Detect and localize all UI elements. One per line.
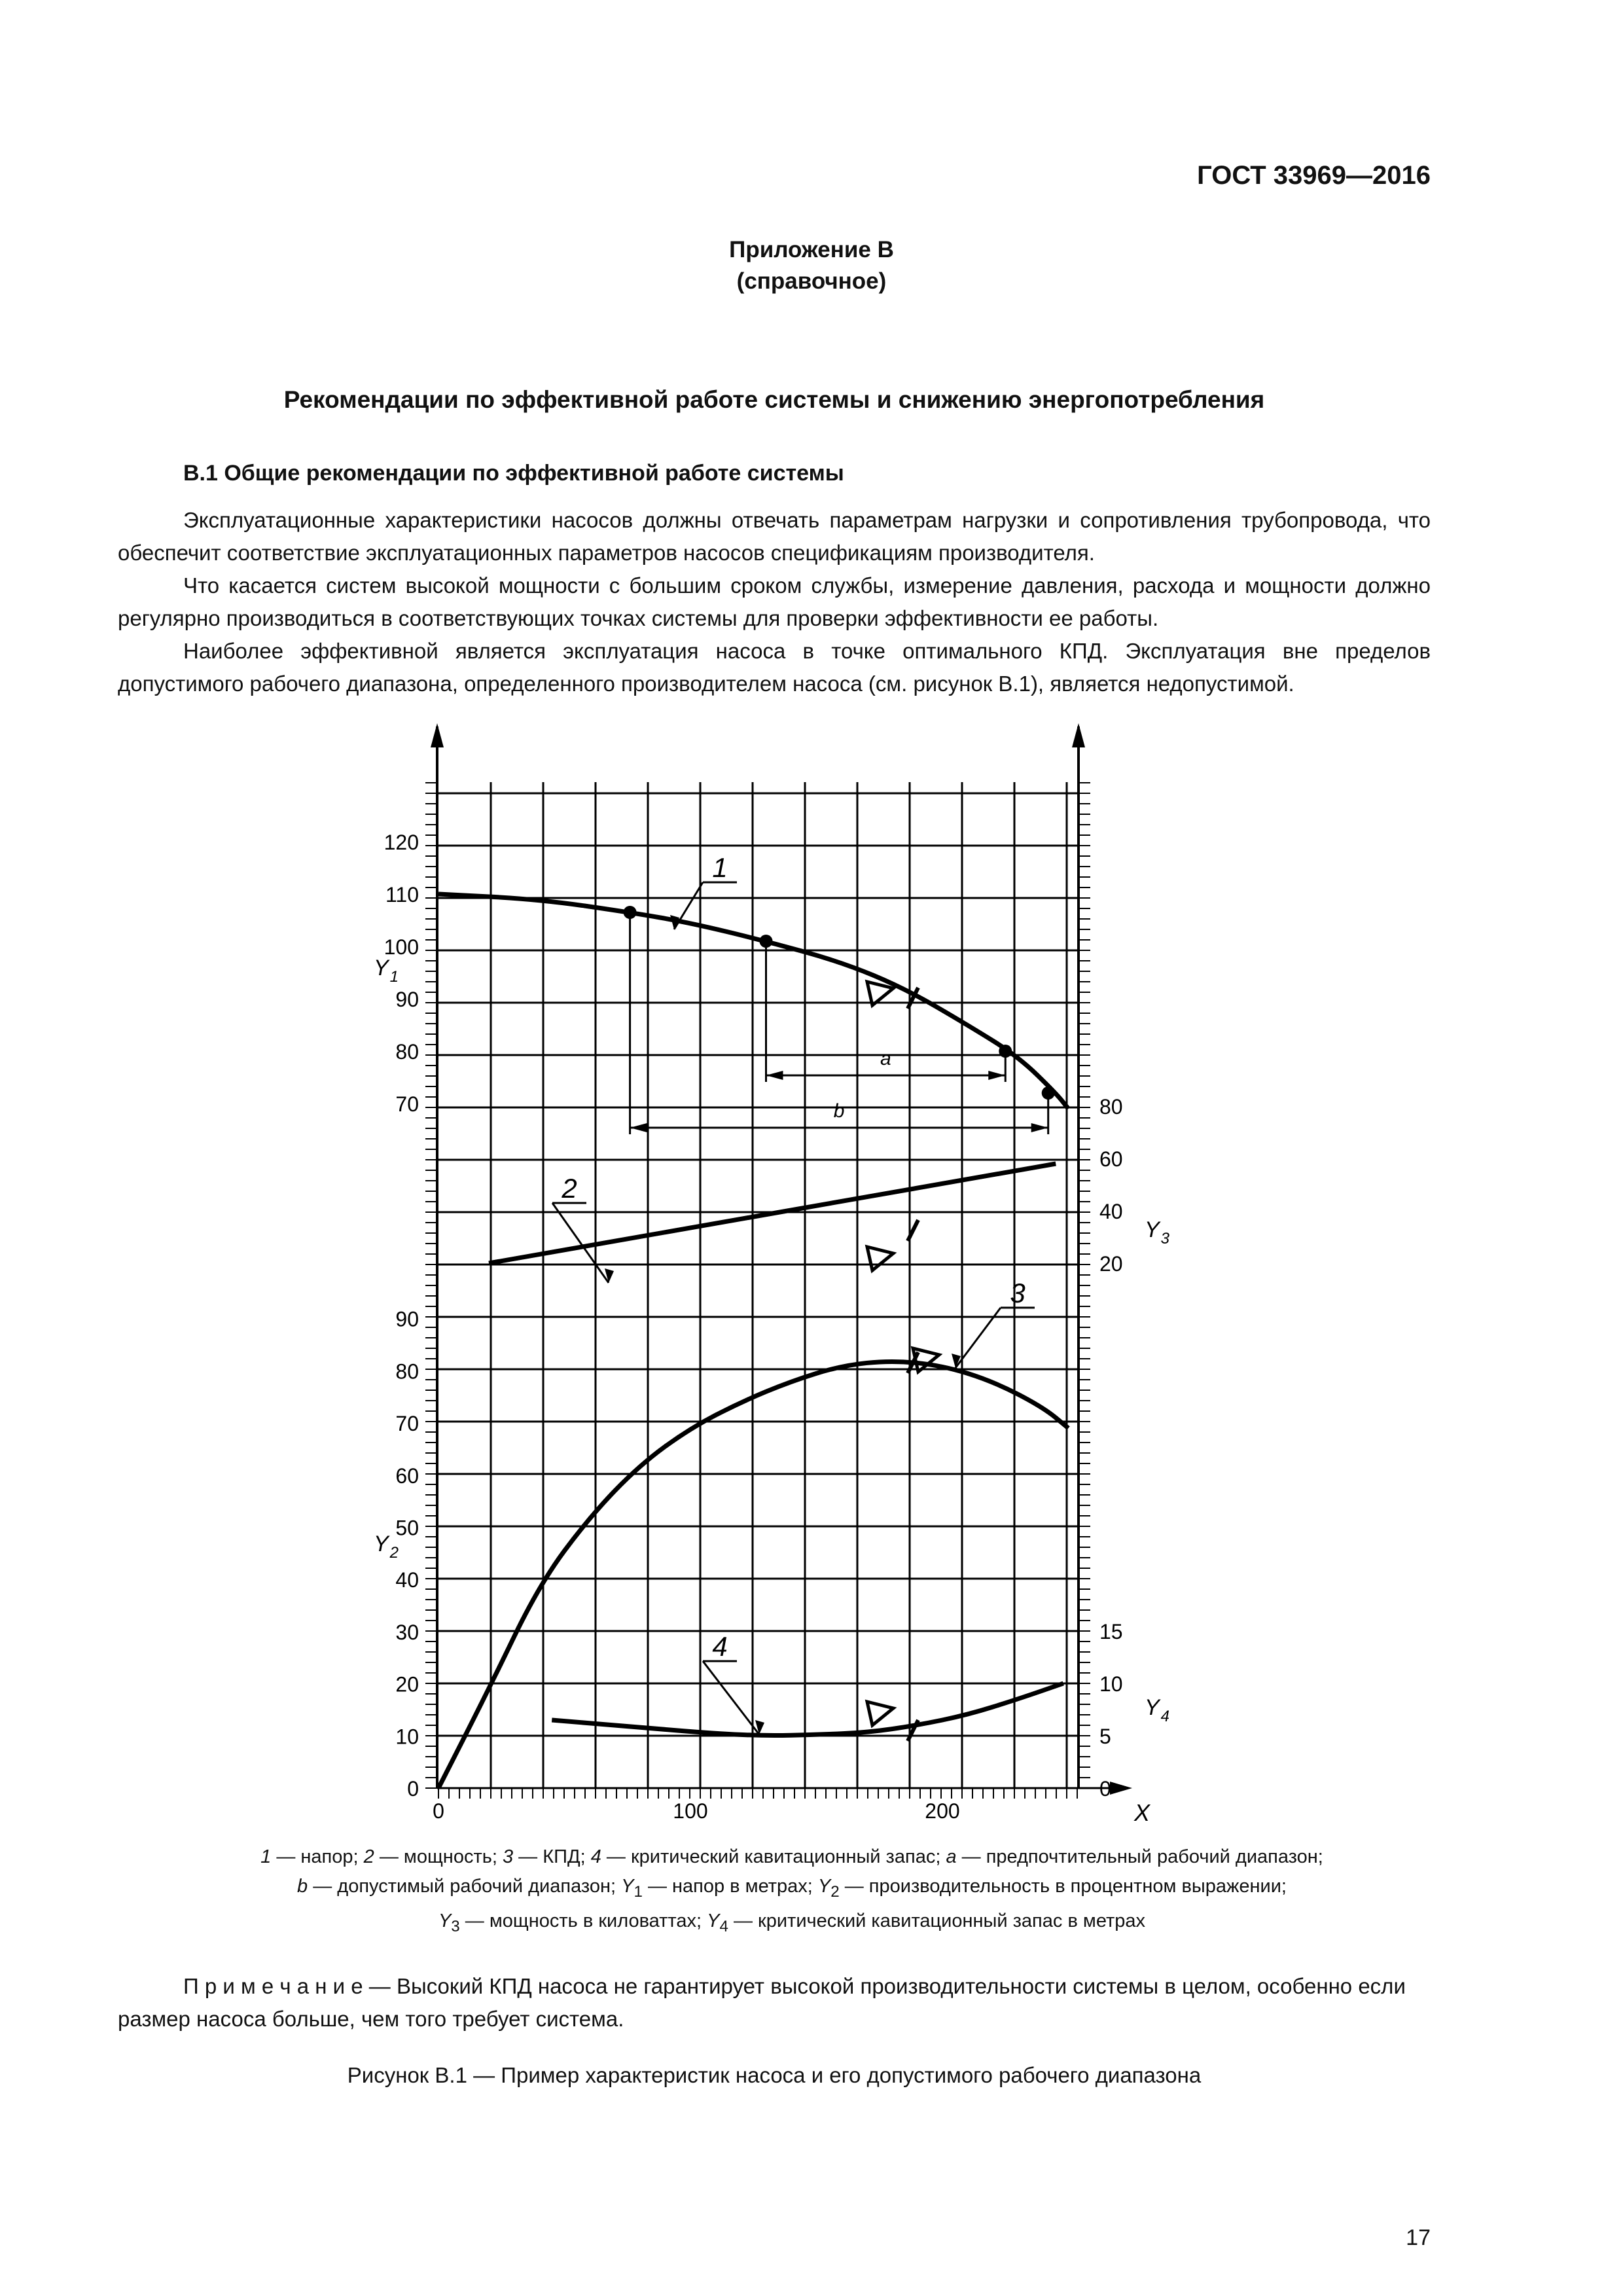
curve-4-leader	[703, 1661, 759, 1734]
y1-tick-label: 80	[395, 1040, 419, 1064]
y1-tick-label: 90	[395, 988, 419, 1011]
range-b-arrow-end	[1031, 1123, 1048, 1132]
curve-4-bep-marker-triangle	[867, 1702, 893, 1725]
x-axis-arrow	[1110, 1782, 1132, 1795]
range-a-arrow-end	[988, 1071, 1005, 1080]
paragraph-1-text: Эксплуатационные характеристики насосов должны отвечать параметрам нагрузки и сопротивления трубопровода, что обеспечит соответствие эксплуатационных параметров насосов спецификациям производителя.	[118, 508, 1431, 565]
appendix-line2: (справочное)	[736, 268, 887, 294]
note-label: П р и м е ч а н и е	[183, 1974, 363, 1998]
figure-caption: Рисунок В.1 — Пример характеристик насоса и его допустимого рабочего диапазона	[347, 2063, 1202, 2087]
legend-line3: $Y_3$ — мощность в киловаттах; $Y_4$ — критический кавитационный запас в метрах	[438, 1910, 1146, 1935]
y1-tick-label: 100	[383, 935, 419, 959]
y1-tick-label: 70	[395, 1092, 419, 1116]
page-number: 17	[1406, 2225, 1431, 2250]
legend-line2: b — допустимый рабочий диапазон; $Y_1$ — напор в метрах; $Y_2$ — производительность в процентном выражении;	[297, 1876, 1287, 1901]
y2-tick-label: 40	[395, 1568, 419, 1592]
y4-tick-label: 0	[1099, 1777, 1111, 1801]
y2-tick-label: 60	[395, 1463, 419, 1488]
y2-tick-label: 70	[395, 1412, 419, 1436]
y4-tick-label: 5	[1099, 1725, 1111, 1748]
y3-axis-label: $Y_3$	[1144, 1217, 1170, 1247]
curve-3-number: 3	[1010, 1278, 1026, 1308]
range-a-label: a	[880, 1048, 891, 1069]
y-axis-right-arrow	[1072, 723, 1085, 747]
x-axis-label: X	[1133, 1799, 1150, 1826]
curve-4-number: 4	[712, 1631, 728, 1662]
range-a-arrow-start	[766, 1071, 783, 1080]
x-tick-label: 200	[925, 1799, 960, 1823]
chart-axes	[425, 723, 1132, 1799]
y3-tick-label: 80	[1099, 1095, 1123, 1119]
range-b-arrow-start	[630, 1123, 647, 1132]
figure-legend	[105, 1842, 1479, 1941]
curve-3-leader-arrow	[952, 1354, 961, 1368]
paragraph-3-text: Наиболее эффективной является эксплуатация насоса в точке оптимального КПД. Эксплуатация вне пределов допустимого рабочего диапазона, определенного производителем насоса (см. рисунок В.1), является недопустимой.	[118, 639, 1431, 696]
y2-tick-label: 10	[395, 1725, 419, 1749]
standard-id: ГОСТ 33969—2016	[1197, 161, 1431, 190]
x-tick-label: 100	[673, 1799, 708, 1823]
legend-line1: 1 — напор; 2 — мощность; 3 — КПД; 4 — критический кавитационный запас; a — предпочтительный рабочий диапазон;	[260, 1846, 1323, 1867]
y3-tick-label: 60	[1099, 1147, 1123, 1171]
y2-tick-label: 90	[395, 1307, 419, 1331]
y4-tick-label: 10	[1099, 1672, 1123, 1696]
curve-1-number: 1	[712, 852, 728, 883]
curve-2-number: 2	[562, 1173, 577, 1204]
note-text: — Высокий КПД насоса не гарантирует высокой производительности системы в целом, особенно если размер насоса больше, чем того требует система.	[118, 1974, 1406, 2031]
section-heading: В.1 Общие рекомендации по эффективной работе системы	[183, 461, 844, 486]
y2-tick-label: 0	[407, 1777, 419, 1801]
appendix-line1: Приложение В	[729, 237, 894, 262]
y3-tick-label: 20	[1099, 1252, 1123, 1276]
y4-tick-label: 15	[1099, 1620, 1123, 1643]
y4-axis-label: $Y_4$	[1144, 1695, 1170, 1725]
range-b-label: b	[833, 1100, 845, 1122]
y3-tick-label: 40	[1099, 1200, 1123, 1223]
curve-2-bep-marker-triangle	[867, 1247, 893, 1270]
y2-tick-label: 50	[395, 1516, 419, 1540]
y2-tick-label: 80	[395, 1359, 419, 1384]
note	[118, 1970, 1431, 2036]
chart-grid	[437, 782, 1079, 1788]
y1-tick-label: 120	[383, 831, 419, 854]
paragraph-2-text: Что касается систем высокой мощности с большим сроком службы, измерение давления, расхода и мощности должно регулярно производиться в соответствующих точках системы для проверки эффективности ее работы.	[118, 573, 1431, 630]
y2-tick-label: 30	[395, 1620, 419, 1644]
y1-tick-label: 110	[385, 883, 419, 906]
y2-tick-label: 20	[395, 1672, 419, 1696]
y2-axis-label: $Y_2$	[373, 1532, 399, 1562]
page-title: Рекомендации по эффективной работе системы и снижению энергопотребления	[283, 386, 1265, 413]
y1-axis-label: $Y_1$	[373, 956, 399, 986]
curve-4	[552, 1683, 1063, 1735]
y-axis-left-arrow	[431, 723, 444, 747]
x-tick-label: 0	[433, 1799, 444, 1823]
